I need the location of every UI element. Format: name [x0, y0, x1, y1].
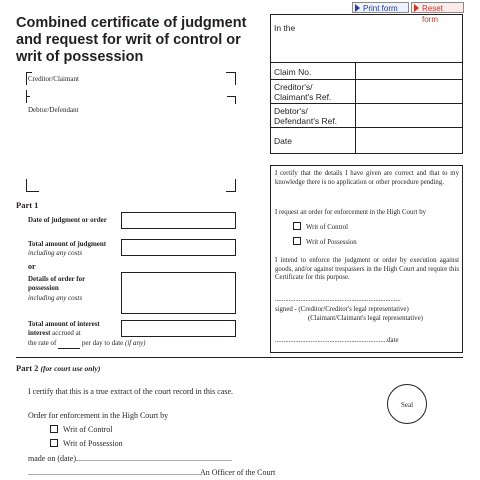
total-judgment-sub: including any costs [28, 249, 83, 257]
part2-option-control [50, 425, 112, 434]
cert-signed-line: signed - (Creditor/Creditor's legal representative) [275, 306, 409, 313]
claim-no-label: Claim No. [274, 67, 312, 77]
creditor-label: Creditor/Claimant [28, 75, 79, 83]
part2-heading: Part 2 [16, 363, 39, 373]
reset-form-label: Reset form [422, 4, 443, 24]
cert-para3: I intend to enforce the judgment or order by execution against goods, and/or against trespassers in the High Court and require this Certificate for this purpose. [275, 257, 459, 282]
part2-possession-checkbox[interactable] [50, 439, 58, 447]
part2-control-checkbox[interactable] [50, 425, 58, 433]
details-order-sub: including any costs [28, 294, 83, 302]
debtor-tick-left-v [26, 90, 27, 103]
seal-circle [387, 384, 427, 424]
print-form-button[interactable] [352, 2, 409, 13]
part2-heading-sub: (for court use only) [40, 364, 101, 373]
print-form-label: Print form [363, 4, 398, 13]
part2-option-possession [50, 439, 123, 448]
rate-suffix-italic: (if any) [125, 339, 146, 347]
cert-control-checkbox[interactable] [293, 222, 301, 230]
bracket-bottom-left [26, 179, 39, 192]
debtor-label: Debtor/Defendant [28, 106, 79, 114]
total-judgment-label: Total amount of judgment [28, 240, 107, 248]
debtor-ref-label: Debtor's/ Defendant's Ref. [274, 106, 338, 126]
rate-field[interactable] [58, 339, 80, 349]
part2-officer[interactable]: ......................................................................................An Officer of the Court [28, 468, 276, 477]
court-name-field[interactable] [271, 15, 462, 62]
date-judgment-label: Date of judgment or order [28, 216, 107, 224]
cert-para2: I request an order for enforcement in the High Court by [275, 209, 426, 216]
rate-prefix: the rate of [28, 339, 57, 347]
header-table [270, 14, 463, 154]
creditor-ref-row [271, 79, 462, 104]
print-arrow-icon [355, 4, 360, 12]
part2-order-line: Order for enforcement in the High Court by [28, 411, 169, 420]
total-interest-sub: interest accrued at [28, 329, 81, 337]
date-label: Date [274, 136, 292, 146]
cert-para1: I certify that the details I have given are correct and that to my knowledge there is no application or other procedure pending. [275, 170, 459, 186]
date-field[interactable] [355, 128, 463, 154]
part2-control-label: Writ of Control [63, 425, 113, 434]
debtor-ref-field[interactable] [355, 104, 463, 128]
total-judgment-field[interactable] [121, 239, 236, 256]
cert-control-label: Writ of Control [306, 224, 349, 231]
seal-label: Seal [400, 401, 414, 409]
cert-signed-line2: (Claimant/Claimant's legal representative) [308, 315, 423, 322]
court-label: In the [274, 23, 296, 33]
bracket-bottom-right [226, 179, 236, 192]
part-separator [16, 357, 463, 358]
cert-option-control [293, 222, 477, 233]
part2-made-on[interactable]: made on (date).............................................................................. [28, 454, 232, 463]
reset-form-button[interactable] [411, 2, 464, 24]
claim-no-row [271, 62, 462, 80]
rate-line [28, 339, 145, 349]
cert-date-line[interactable]: ..................................................................date [275, 337, 399, 344]
cert-possession-label: Writ of Possession [306, 239, 357, 246]
debtor-ref-row [271, 103, 462, 128]
address-area[interactable] [26, 72, 236, 192]
cert-possession-checkbox[interactable] [293, 237, 301, 245]
part2-heading-line [16, 363, 100, 373]
certificate-box [270, 165, 463, 353]
creditor-ref-label: Creditor's/ Claimant's Ref. [274, 82, 332, 102]
total-interest-rest: accrued at [52, 329, 81, 337]
date-judgment-field[interactable] [121, 212, 236, 229]
or-label: or [28, 262, 36, 271]
total-interest-field[interactable] [121, 320, 236, 337]
date-row [271, 127, 462, 154]
reset-arrow-icon [414, 4, 419, 12]
debtor-tick-right-v [235, 96, 236, 104]
total-interest-label: Total amount of interest [28, 320, 100, 328]
part1-heading: Part 1 [16, 200, 39, 210]
rate-suffix: per day to date [81, 339, 124, 347]
creditor-ref-field[interactable] [355, 80, 463, 104]
claim-no-field[interactable] [355, 63, 463, 80]
bracket-top-right [226, 72, 236, 85]
form-title: Combined certificate of judgment and request for writ of control or writ of possession [16, 15, 247, 65]
cert-sign-dots[interactable]: .......................................................................... [275, 296, 401, 303]
cert-option-possession [293, 237, 477, 248]
part2-possession-label: Writ of Possession [63, 439, 123, 448]
details-order-field[interactable] [121, 272, 236, 314]
details-order-label: Details of order for possession [28, 275, 86, 292]
part2-certify: I certify that this is a true extract of the court record in this case. [28, 387, 234, 396]
